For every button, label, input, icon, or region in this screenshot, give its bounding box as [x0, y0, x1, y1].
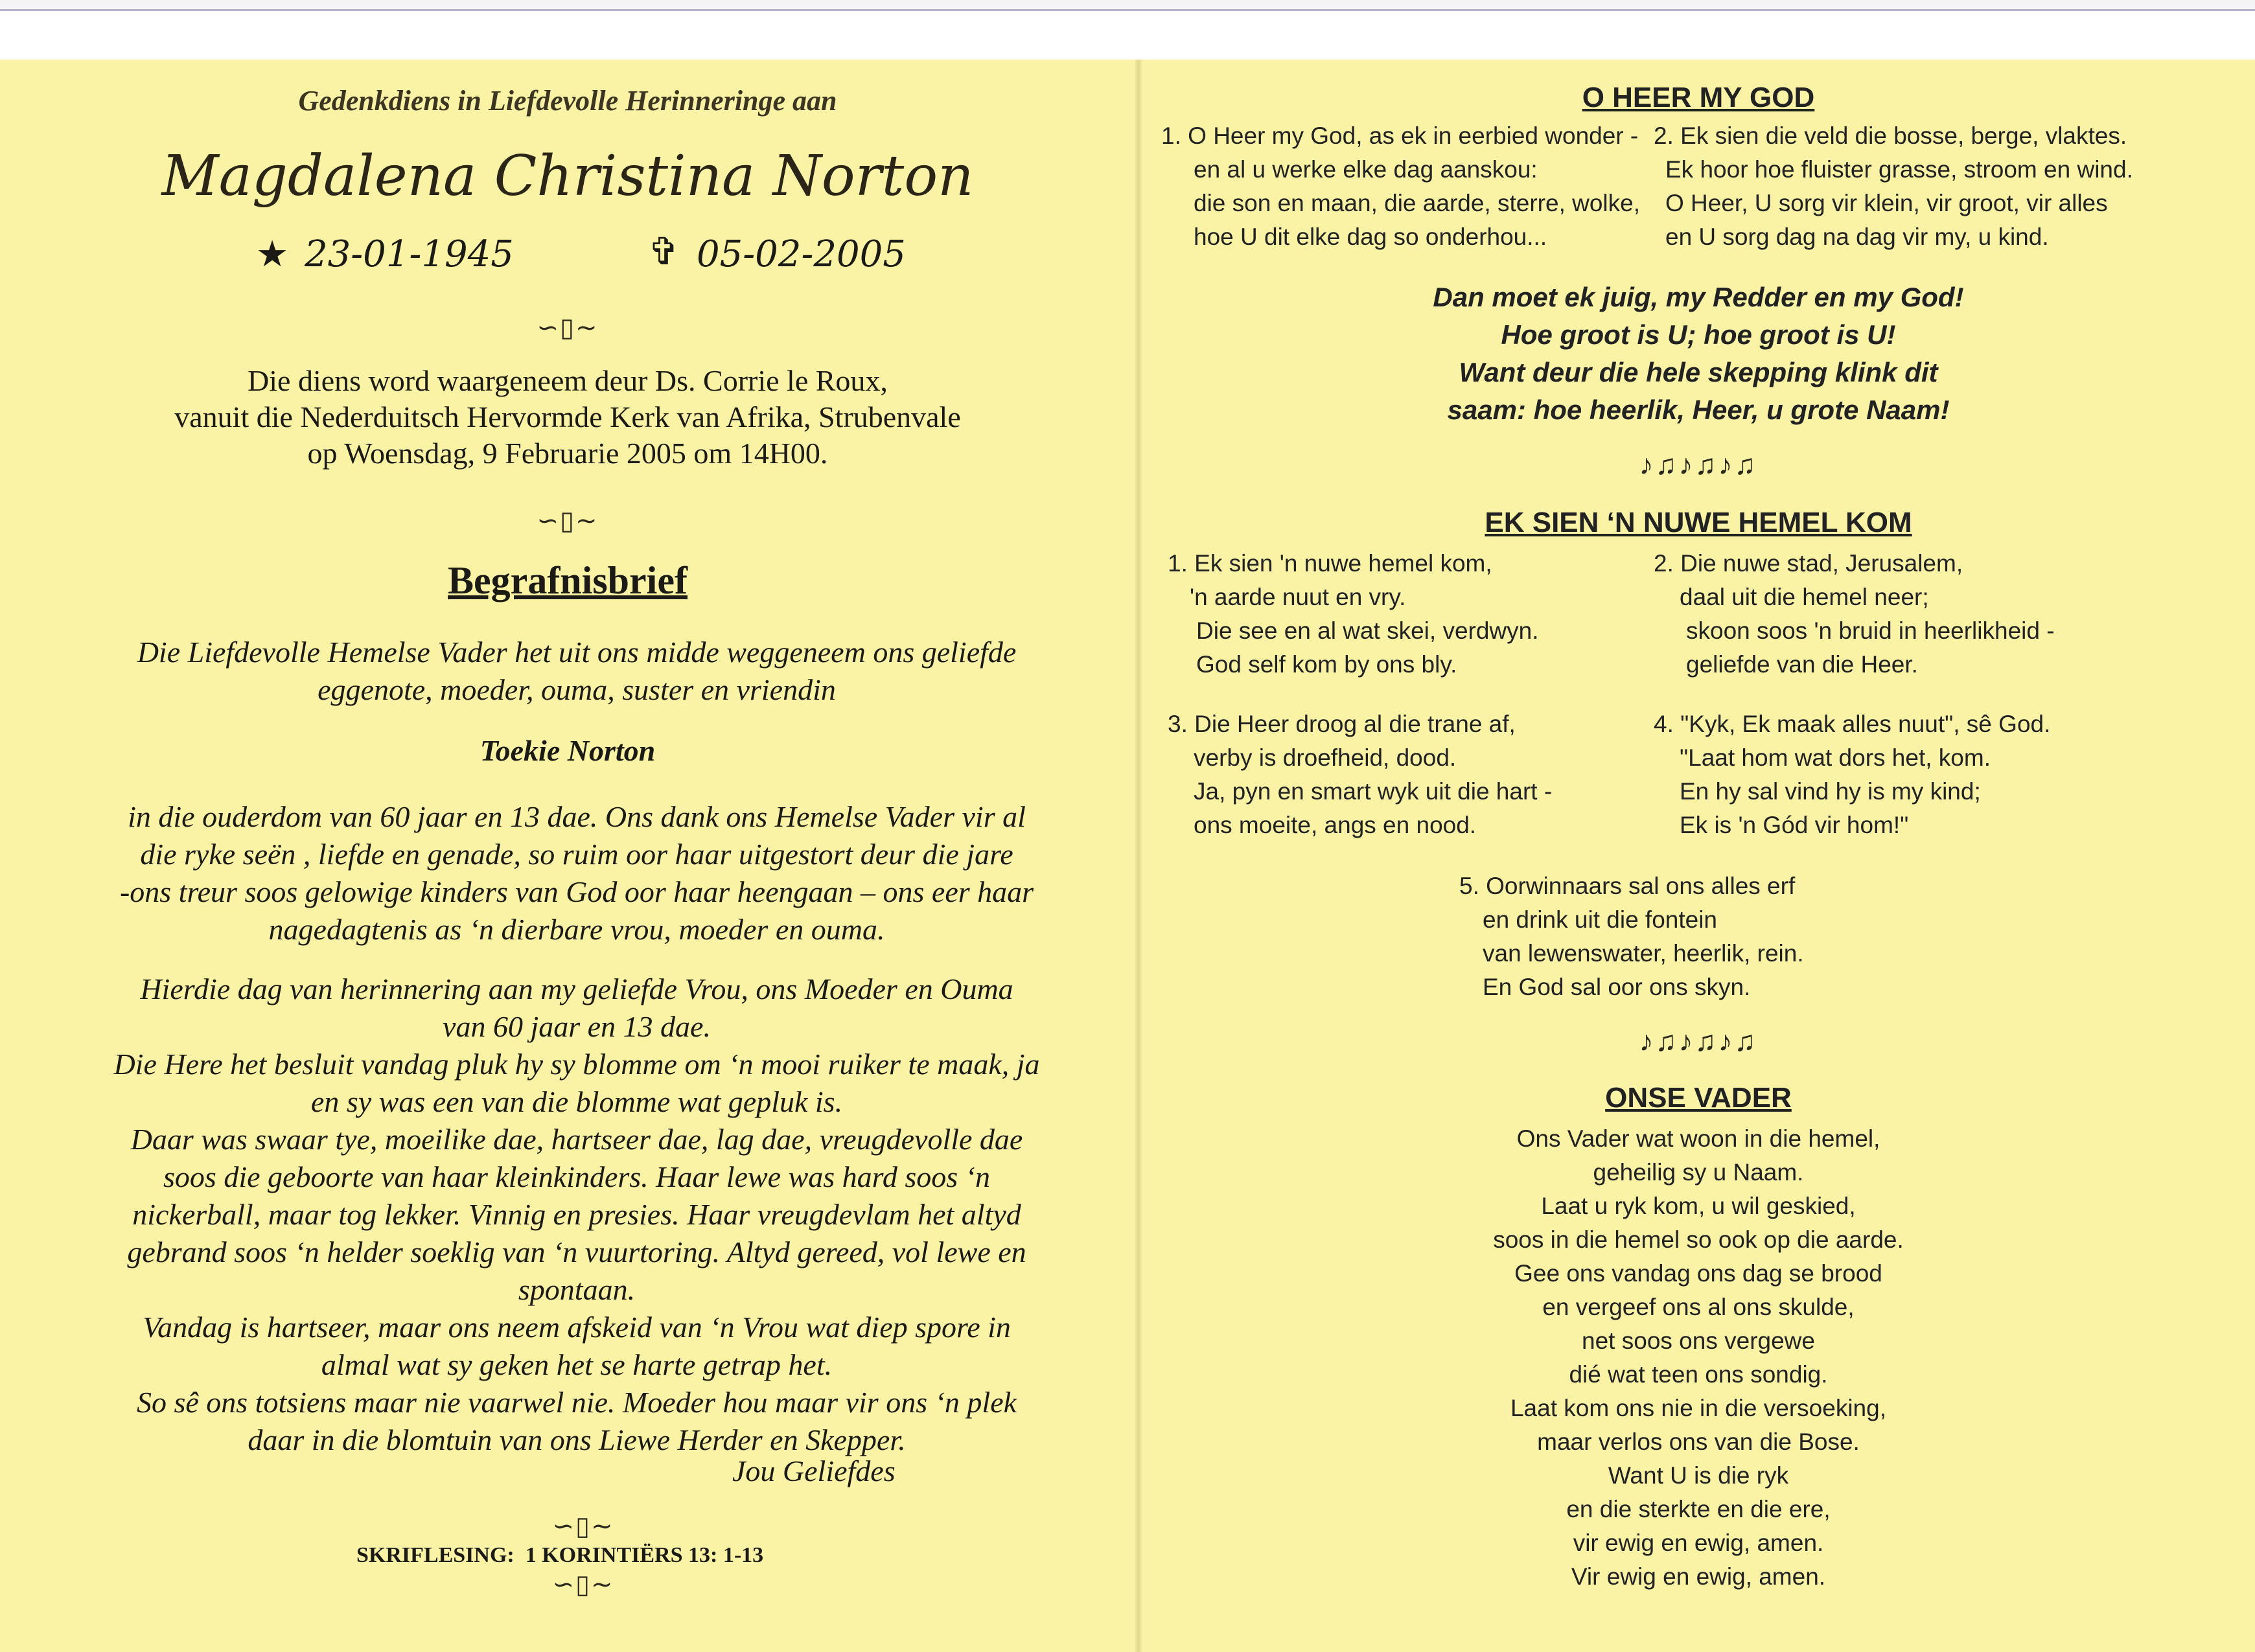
deceased-name: Magdalena Christina Norton	[161, 144, 974, 209]
music-notes-icon: ♪♫♪♫♪♫	[1639, 1026, 1758, 1057]
song-title-o-heer-my-god: O HEER MY GOD	[1582, 82, 1815, 113]
lyric-line: En hy sal vind hy is my kind;	[1680, 778, 1981, 805]
prayer-line: en die sterkte en die ere,	[1566, 1496, 1831, 1522]
nickname: Toekie Norton	[480, 734, 656, 767]
prayer-line: net soos ons vergewe	[1582, 1327, 1815, 1354]
birth-date: 23-01-1945	[305, 233, 514, 275]
song2-verse-3	[1168, 707, 1552, 842]
birth-star-icon: ★	[256, 235, 289, 275]
paragraph-line: Daar was swaar tye, moeilike dae, hartseer dae, lag dae, vreugdevolle dae	[130, 1123, 1023, 1156]
onse-vader-prayer	[1142, 1122, 2255, 1594]
chorus-line: saam: hoe heerlik, Heer, u grote Naam!	[1447, 395, 1950, 425]
prayer-line: en vergeef ons al ons skulde,	[1542, 1294, 1855, 1320]
scripture-label: SKRIFLESING:	[356, 1543, 515, 1567]
song1-chorus	[1142, 279, 2255, 429]
chorus-line: Dan moet ek juig, my Redder en my God!	[1433, 282, 1964, 312]
prayer-line: maar verlos ons van die Bose.	[1537, 1428, 1860, 1455]
paragraph-line: daar in die blomtuin van ons Liewe Herder en Skepper.	[248, 1423, 906, 1456]
service-line: Die diens word waargeneem deur Ds. Corrie le Roux,	[248, 364, 888, 397]
paragraph-line: almal wat sy geken het se harte getrap het.	[321, 1348, 833, 1381]
lyric-line: 2. Die nuwe stad, Jerusalem,	[1654, 550, 1963, 577]
prayer-line: Ons Vader wat woon in die hemel,	[1516, 1125, 1880, 1152]
prayer-line: Want U is die ryk	[1608, 1462, 1789, 1489]
lyric-line: O Heer, U sorg vir klein, vir groot, vir alles	[1665, 190, 2108, 216]
lyric-line: en al u werke elke dag aanskou:	[1194, 156, 1538, 183]
lyric-line: die son en maan, die aarde, sterre, wolke,	[1194, 190, 1640, 216]
lyric-line: 1. O Heer my God, as ek in eerbied wonder -	[1161, 122, 1639, 149]
paragraph-line: Hierdie dag van herinnering aan my geliefde Vrou, ons Moeder en Ouma	[140, 972, 1013, 1005]
lyric-line: Ek is 'n Gód vir hom!"	[1680, 812, 1909, 838]
paragraph-line: gebrand soos ‘n helder soeklig van ‘n vuurtoring. Altyd gereed, vol lewe en	[127, 1235, 1026, 1268]
lyric-line: 2. Ek sien die veld die bosse, berge, vlaktes.	[1654, 122, 2127, 149]
lyric-line: hoe U dit elke dag so onderhou...	[1194, 224, 1547, 250]
lyric-line: geliefde van die Heer.	[1686, 651, 1918, 678]
lyric-line: "Laat hom wat dors het, kom.	[1680, 744, 1991, 771]
lyric-line: 5. Oorwinnaars sal ons alles erf	[1459, 873, 1796, 899]
song1-verse-1	[1161, 119, 1640, 254]
paragraph-line: van 60 jaar en 13 dae.	[443, 1010, 711, 1043]
book-ornament-icon: ∽▯∼	[537, 506, 599, 535]
paragraph-line: soos die geboorte van haar kleinkinders. Haar lewe was hard soos ‘n	[163, 1160, 990, 1193]
paragraph-line: nickerball, maar tog lekker. Vinnig en presies. Haar vreugdevlam het altyd	[132, 1198, 1021, 1231]
service-line: vanuit die Nederduitsch Hervormde Kerk van Afrika, Strubenvale	[174, 400, 961, 433]
paragraph-line: die ryke seën , liefde en genade, so ruim oor haar uitgestort deur die jare	[140, 838, 1013, 871]
song1-verse-2	[1654, 119, 2133, 254]
right-page	[1142, 60, 2255, 1652]
paragraph-line: in die ouderdom van 60 jaar en 13 dae. Ons dank ons Hemelse Vader vir al	[128, 800, 1026, 833]
lyric-line: verby is droefheid, dood.	[1194, 744, 1457, 771]
death-date: 05-02-2005	[697, 233, 906, 275]
letter-paragraph-1	[26, 798, 1128, 948]
song2-verse-5	[1459, 869, 1804, 1004]
letter-paragraph-2	[26, 970, 1128, 1459]
prayer-line: dié wat teen ons sondig.	[1569, 1361, 1828, 1388]
scripture-reading	[356, 1543, 763, 1568]
lyric-line: daal uit die hemel neer;	[1680, 584, 1929, 610]
paragraph-line: -ons treur soos gelowige kinders van God oor haar heengaan – ons eer haar	[119, 875, 1034, 908]
prayer-line: Gee ons vandag ons dag se brood	[1514, 1260, 1882, 1287]
left-page	[0, 60, 1135, 1652]
lyric-line: en drink uit die fontein	[1483, 906, 1718, 933]
memorial-header: Gedenkdiens in Liefdevolle Herinneringe aan	[298, 85, 837, 117]
lyric-line: en U sorg dag na dag vir my, u kind.	[1665, 224, 2049, 250]
prayer-line: Laat u ryk kom, u wil geskied,	[1541, 1193, 1856, 1219]
book-ornament-icon: ∽▯∼	[552, 1570, 614, 1599]
song-title-ek-sien-n-nuwe-hemel-kom: EK SIEN ‘N NUWE HEMEL KOM	[1485, 507, 1912, 538]
lyric-line: ons moeite, angs en nood.	[1194, 812, 1477, 838]
chorus-line: Hoe groot is U; hoe groot is U!	[1501, 319, 1896, 350]
lyric-line: van lewenswater, heerlik, rein.	[1483, 940, 1804, 967]
lyric-line: God self kom by ons bly.	[1196, 651, 1457, 678]
prayer-line: geheilig sy u Naam.	[1593, 1159, 1804, 1186]
lyric-line: skoon soos 'n bruid in heerlikheid -	[1686, 617, 2055, 644]
intro-line: eggenote, moeder, ouma, suster en vriendin	[318, 673, 836, 706]
scan-top-edge	[0, 0, 2255, 11]
book-ornament-icon: ∽▯∼	[537, 313, 599, 342]
lyric-line: 'n aarde nuut en vry.	[1190, 584, 1406, 610]
letter-intro	[26, 634, 1128, 709]
signature: Jou Geliefdes	[732, 1454, 896, 1487]
service-line: op Woensdag, 9 Februarie 2005 om 14H00.	[307, 437, 828, 470]
letter-title: Begrafnisbrief	[448, 559, 688, 602]
intro-line: Die Liefdevolle Hemelse Vader het uit ons midde weggeneem ons geliefde	[137, 636, 1017, 669]
prayer-line: Vir ewig en ewig, amen.	[1571, 1563, 1826, 1590]
center-fold	[1135, 60, 1142, 1652]
lyric-line: En God sal oor ons skyn.	[1483, 974, 1751, 1000]
paragraph-line: Vandag is hartseer, maar ons neem afskeid van ‘n Vrou wat diep spore in	[143, 1311, 1011, 1344]
scripture-reference: 1 KORINTIËRS 13: 1-13	[525, 1543, 764, 1567]
song2-verse-1	[1168, 547, 1539, 682]
lyric-line: Ja, pyn en smart wyk uit die hart -	[1194, 778, 1553, 805]
book-ornament-icon: ∽▯∼	[552, 1511, 614, 1541]
lyric-line: Die see en al wat skei, verdwyn.	[1196, 617, 1539, 644]
chorus-line: Want deur die hele skepping klink dit	[1459, 357, 1938, 387]
prayer-line: Laat kom ons nie in die versoeking,	[1510, 1395, 1886, 1421]
paragraph-line: So sê ons totsiens maar nie vaarwel nie. Moeder hou maar vir ons ‘n plek	[136, 1386, 1017, 1419]
lyric-line: 4. "Kyk, Ek maak alles nuut", sê God.	[1654, 711, 2051, 737]
song2-verse-2	[1654, 547, 2055, 682]
prayer-line: vir ewig en ewig, amen.	[1573, 1530, 1824, 1556]
music-notes-icon: ♪♫♪♫♪♫	[1639, 449, 1758, 481]
service-details	[0, 363, 1135, 472]
paragraph-line: Die Here het besluit vandag pluk hy sy blomme om ‘n mooi ruiker te maak, ja	[113, 1048, 1040, 1081]
prayer-line: soos in die hemel so ook op die aarde.	[1493, 1226, 1904, 1253]
paragraph-line: en sy was een van die blomme wat gepluk is.	[310, 1085, 843, 1118]
cross-icon: ✞	[648, 231, 680, 273]
song-title-onse-vader: ONSE VADER	[1605, 1082, 1792, 1114]
lyric-line: 1. Ek sien 'n nuwe hemel kom,	[1168, 550, 1492, 577]
lyric-line: 3. Die Heer droog al die trane af,	[1168, 711, 1516, 737]
paragraph-line: nagedagtenis as ‘n dierbare vrou, moeder en ouma.	[268, 913, 885, 946]
lyric-line: Ek hoor hoe fluister grasse, stroom en wind.	[1665, 156, 2133, 183]
paragraph-line: spontaan.	[518, 1273, 636, 1306]
song2-verse-4	[1654, 707, 2050, 842]
